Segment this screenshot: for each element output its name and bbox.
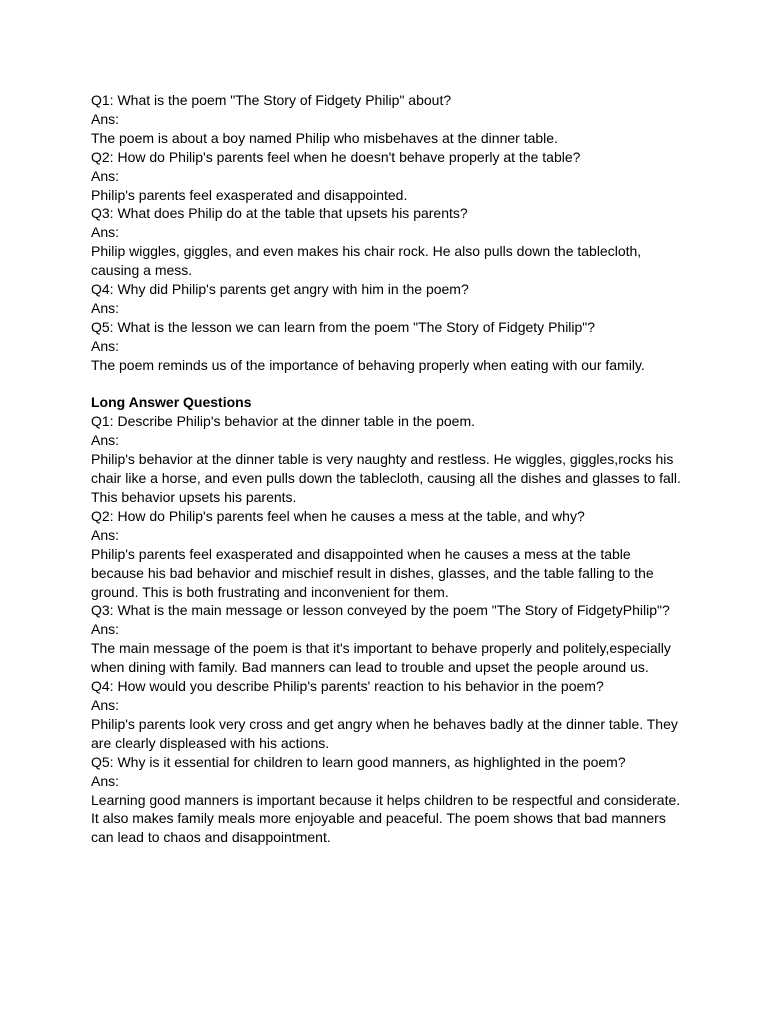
question: Q2: How do Philip's parents feel when he causes a mess at the table, and why?: [91, 507, 585, 524]
question: Q2: How do Philip's parents feel when he doesn't behave properly at the table?: [91, 148, 581, 165]
short-qa-3: [91, 204, 691, 280]
question: Q3: What is the main message or lesson conveyed by the poem "The Story of FidgetyPhilip"?: [91, 602, 670, 619]
ans-label: Ans:: [91, 167, 120, 184]
long-qa-5: [91, 753, 691, 848]
answer-line: This behavior upsets his parents.: [91, 489, 297, 506]
long-qa-2: [91, 507, 691, 602]
answer-line: when dining with family. Bad manners can lead to trouble and upset the people around us.: [91, 659, 649, 676]
question: Q4: How would you describe Philip's parents' reaction to his behavior in the poem?: [91, 678, 604, 695]
answer-line: The main message of the poem is that it's important to behave properly and politely,especially: [91, 640, 671, 657]
question: Q5: What is the lesson we can learn from the poem "The Story of Fidgety Philip"?: [91, 318, 596, 335]
ans-label: Ans:: [91, 337, 120, 354]
answer-line: Philip's parents look very cross and get angry when he behaves badly at the dinner table. They: [91, 715, 678, 732]
short-qa-4: [91, 280, 691, 318]
section-spacer: [91, 375, 691, 394]
answer-line: Learning good manners is important because it helps children to be respectful and considerate.: [91, 791, 681, 808]
long-qa-4: [91, 677, 691, 753]
long-qa-1: [91, 412, 691, 507]
question: Q5: Why is it essential for children to learn good manners, as highlighted in the poem?: [91, 753, 626, 770]
answer-line: The poem reminds us of the importance of behaving properly when eating with our family.: [91, 356, 645, 373]
answer-line: causing a mess.: [91, 262, 193, 279]
ans-label: Ans:: [91, 621, 120, 638]
long-qa-3: [91, 601, 691, 677]
answer-line: chair like a horse, and even pulls down the tablecloth, causing all the dishes and glasses to fall.: [91, 470, 681, 487]
answer-line: can lead to chaos and disappointment.: [91, 829, 331, 846]
short-qa-1: [91, 91, 691, 148]
ans-label: Ans:: [91, 299, 120, 316]
document-page: [91, 91, 691, 847]
long-answer-section: [91, 393, 691, 847]
ans-label: Ans:: [91, 224, 120, 241]
answer-line: are clearly displeased with his actions.: [91, 734, 330, 751]
question: Q1: What is the poem "The Story of Fidgety Philip" about?: [91, 92, 452, 108]
question: Q3: What does Philip do at the table that upsets his parents?: [91, 205, 468, 222]
answer-line: Philip wiggles, giggles, and even makes his chair rock. He also pulls down the tablecloth,: [91, 243, 642, 260]
ans-label: Ans:: [91, 772, 120, 789]
ans-label: Ans:: [91, 110, 120, 127]
ans-label: Ans:: [91, 526, 120, 543]
answer-line: Philip's behavior at the dinner table is very naughty and restless. He wiggles, giggles,rocks his: [91, 451, 674, 468]
short-qa-5: [91, 318, 691, 375]
ans-label: Ans:: [91, 432, 120, 449]
answer-line: ground. This is both frustrating and inconvenient for them.: [91, 583, 449, 600]
question: Q1: Describe Philip's behavior at the dinner table in the poem.: [91, 413, 476, 430]
answer-line: because his bad behavior and mischief result in dishes, glasses, and the table falling to the: [91, 564, 654, 581]
answer-line: Philip's parents feel exasperated and disappointed when he causes a mess at the table: [91, 545, 631, 562]
short-answer-section: [91, 91, 691, 375]
short-qa-2: [91, 148, 691, 205]
answer-line: Philip's parents feel exasperated and disappointed.: [91, 186, 408, 203]
question: Q4: Why did Philip's parents get angry with him in the poem?: [91, 281, 469, 298]
ans-label: Ans:: [91, 696, 120, 713]
answer-line: It also makes family meals more enjoyable and peaceful. The poem shows that bad manners: [91, 810, 666, 827]
section-heading: Long Answer Questions: [91, 394, 252, 411]
answer-line: The poem is about a boy named Philip who misbehaves at the dinner table.: [91, 129, 558, 146]
